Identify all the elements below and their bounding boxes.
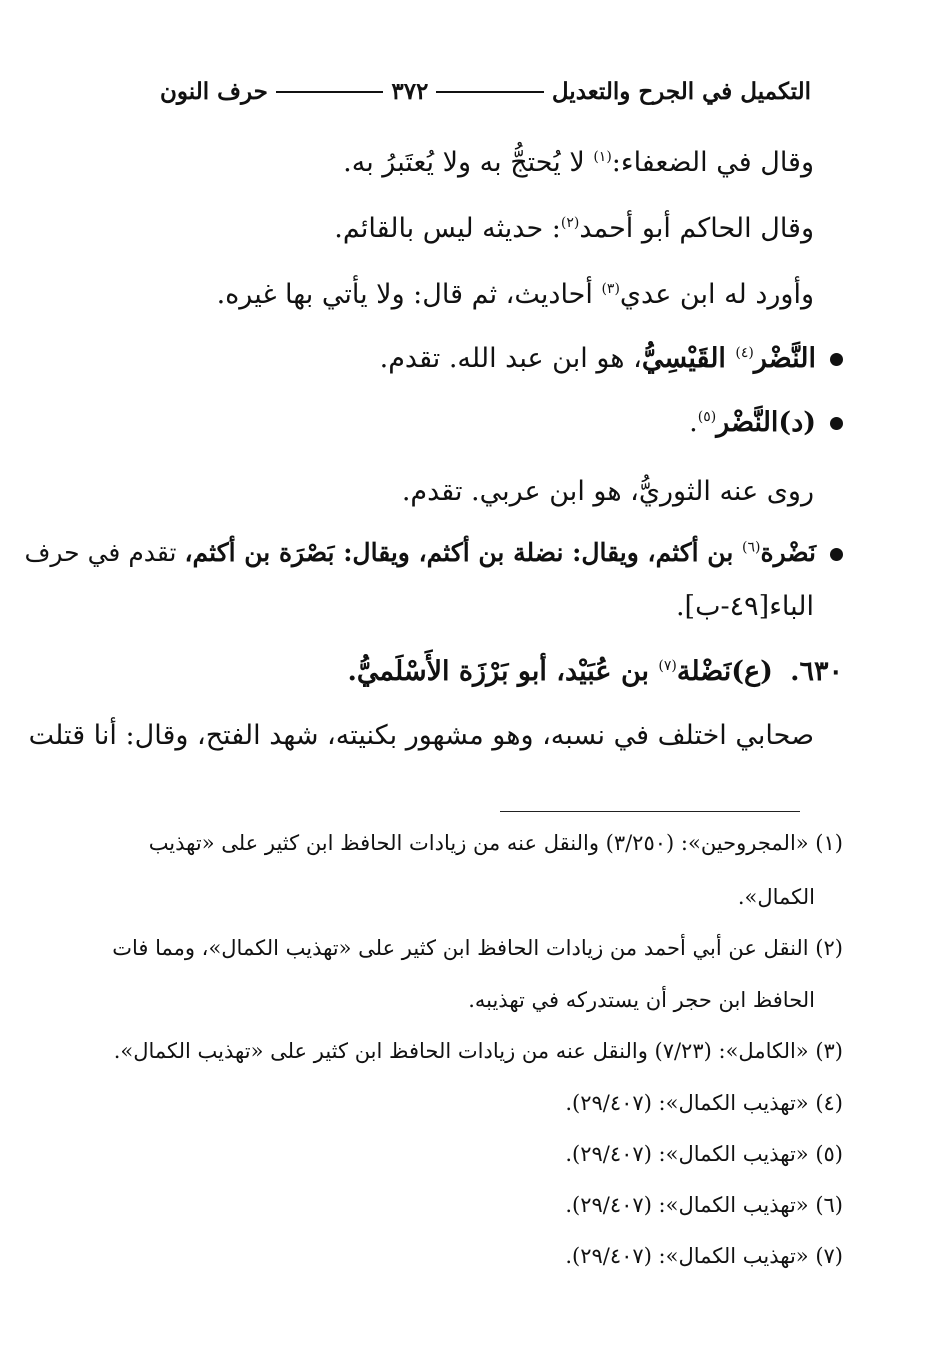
footnote-ref: (٦) xyxy=(742,539,761,556)
footnote-ref: (٤) xyxy=(735,345,754,361)
bullet-icon xyxy=(830,417,843,430)
entry-nadra xyxy=(24,536,843,570)
footnote-2-cont: الحافظ ابن حجر أن يستدركه في تهذيبه. xyxy=(468,988,815,1012)
text: : حديثه ليس بالقائم. xyxy=(334,213,561,244)
entry-630 xyxy=(110,655,843,689)
entry-number: ٦٣٠. xyxy=(790,656,843,687)
text: لا يُحتجُّ به ولا يُعتَبرُ به. xyxy=(343,147,594,178)
paragraph-2 xyxy=(110,212,814,246)
header-dash xyxy=(276,91,383,93)
entry-nadr-note: روى عنه الثوريُّ، هو ابن عربي. تقدم. xyxy=(401,476,814,507)
bullet-icon xyxy=(830,548,843,561)
entry-name: (د)النَّضْر xyxy=(716,407,816,438)
paragraph-3 xyxy=(110,278,814,312)
text: وأورد له ابن عدي xyxy=(619,279,814,310)
entry-nisba: القَيْسِيُّ xyxy=(641,343,736,374)
footnote-1-cont: الكمال». xyxy=(737,885,815,909)
footnote-separator xyxy=(500,811,800,812)
book-title: التكميل في الجرح والتعديل xyxy=(551,78,811,105)
header-dash xyxy=(436,91,543,93)
text: تقدم في حرف xyxy=(24,538,185,567)
entry-nadr xyxy=(110,406,843,440)
entry-name: (ع)نَضْلة xyxy=(676,656,773,687)
running-header xyxy=(160,78,811,105)
text: أحاديث، ثم قال: ولا يأتي بها غيره. xyxy=(216,279,602,310)
text: . xyxy=(689,407,698,438)
footnote-3: (٣) «الكامل»: (٧/٢٣) والنقل عنه من زيادات الحافظ ابن كثير على «تهذيب الكمال». xyxy=(113,1039,843,1063)
paragraph-last: صحابي اختلف في نسبه، وهو مشهور بكنيته، شهد الفتح، وقال: أنا قتلت xyxy=(28,720,814,751)
footnote-ref: (٢) xyxy=(560,215,580,231)
section-title: حرف النون xyxy=(159,78,268,105)
entry-name: النَّضْر xyxy=(753,343,816,374)
footnote-6: (٦) «تهذيب الكمال»: (٢٩/٤٠٧). xyxy=(565,1193,843,1217)
footnote-7: (٧) «تهذيب الكمال»: (٢٩/٤٠٧). xyxy=(565,1244,843,1268)
text: ، هو ابن عبد الله. تقدم. xyxy=(379,343,642,374)
entry-name: نَضْرة xyxy=(760,538,816,567)
footnote-1: (١) «المجروحين»: (٣/٢٥٠) والنقل عنه من زيادات الحافظ ابن كثير على «تهذيب xyxy=(148,831,843,855)
footnote-ref: (٣) xyxy=(601,281,620,297)
footnote-4: (٤) «تهذيب الكمال»: (٢٩/٤٠٧). xyxy=(565,1091,843,1115)
page-number: ٣٧٢ xyxy=(391,78,429,105)
footnote-5: (٥) «تهذيب الكمال»: (٢٩/٤٠٧). xyxy=(565,1142,843,1166)
paragraph-1 xyxy=(110,146,814,180)
footnote-ref: (٥) xyxy=(697,409,717,425)
bullet-icon xyxy=(830,353,843,366)
entry-nadra-line2: الباء[٤٩-ب]. xyxy=(675,591,814,622)
footnote-2: (٢) النقل عن أبي أحمد من زيادات الحافظ ابن كثير على «تهذيب الكمال»، ومما فات xyxy=(112,936,843,960)
entry-nadr-qaysi xyxy=(110,342,843,376)
entry-kunya: بن عُبَيْد، أبو بَرْزَة الأَسْلَميُّ. xyxy=(347,656,659,687)
text: وقال في الضعفاء: xyxy=(611,147,814,178)
text: وقال الحاكم أبو أحمد xyxy=(579,213,814,244)
footnote-ref: (٧) xyxy=(658,658,677,674)
entry-alt-names: بن أكثم، ويقال: نضلة بن أكثم، ويقال: بَصْرَة بن أكثم، xyxy=(184,538,742,567)
footnote-ref: (١) xyxy=(593,149,612,165)
